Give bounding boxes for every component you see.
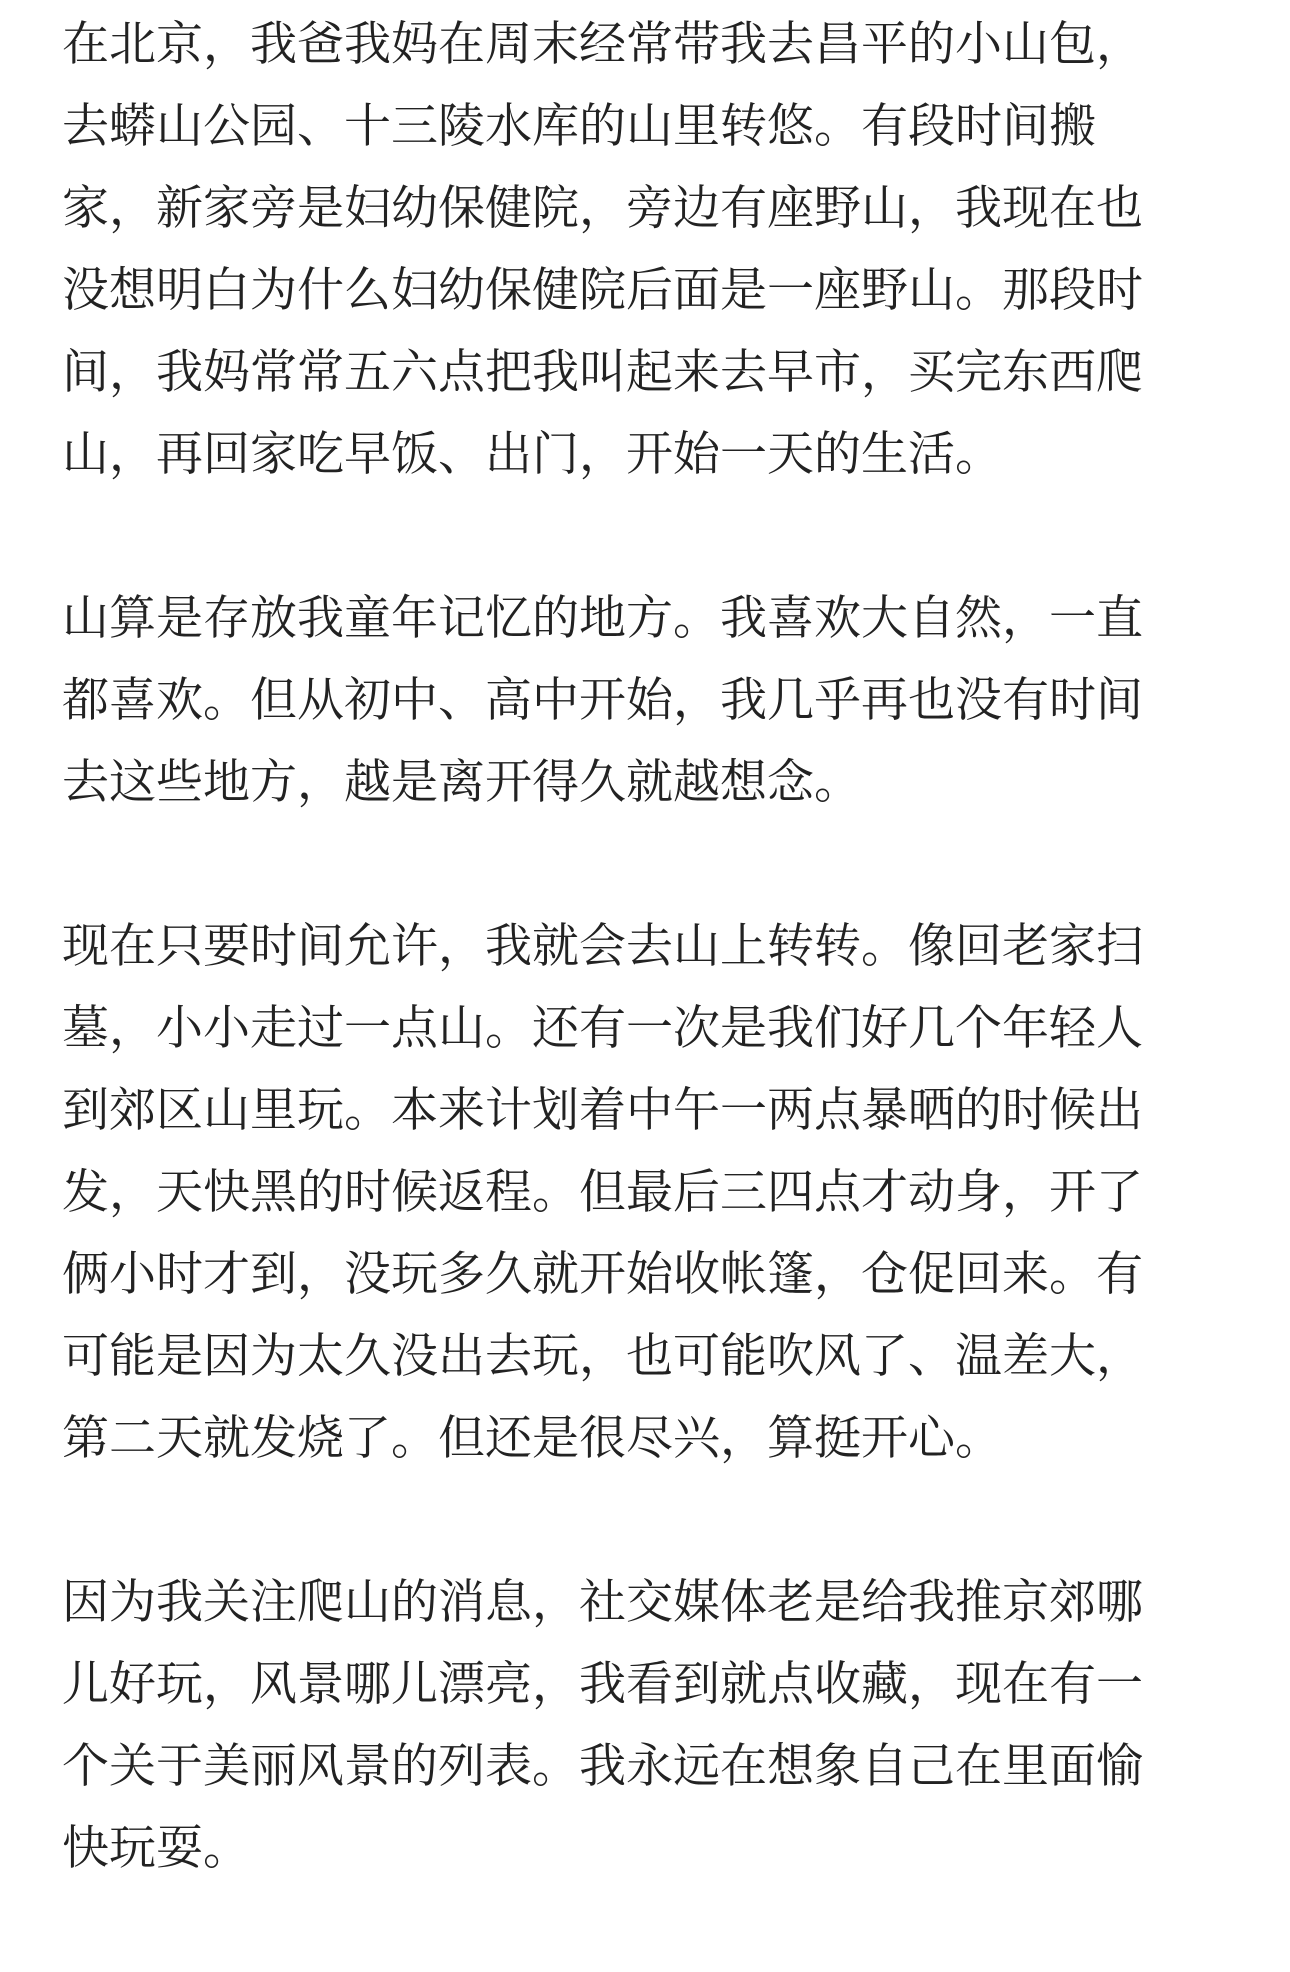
- text-line: 个关于美丽风景的列表。我永远在想象自己在里面愉: [62, 1739, 1143, 1794]
- paragraph-4: [62, 1562, 1242, 1890]
- text-line: 间，我妈常常五六点把我叫起来去早市，买完东西爬: [62, 345, 1143, 400]
- text-line: 都喜欢。但从初中、高中开始，我几乎再也没有时间: [62, 673, 1143, 728]
- text-line: 第二天就发烧了。但还是很尽兴，算挺开心。: [62, 1411, 1002, 1466]
- paragraph-2: [62, 578, 1242, 824]
- article-body: [62, 4, 1242, 1972]
- paragraph-1: [62, 4, 1242, 496]
- text-line: 墓，小小走过一点山。还有一次是我们好几个年轻人: [62, 1001, 1143, 1056]
- text-line: 儿好玩，风景哪儿漂亮，我看到就点收藏，现在有一: [62, 1657, 1143, 1712]
- text-line: 可能是因为太久没出去玩，也可能吹风了、温差大，: [62, 1329, 1143, 1384]
- text-line: 发，天快黑的时候返程。但最后三四点才动身，开了: [62, 1165, 1143, 1220]
- text-line: 家，新家旁是妇幼保健院，旁边有座野山，我现在也: [62, 181, 1143, 236]
- text-line: 山算是存放我童年记忆的地方。我喜欢大自然，一直: [62, 591, 1143, 646]
- text-line: 快玩耍。: [62, 1821, 250, 1876]
- text-line: 去蟒山公园、十三陵水库的山里转悠。有段时间搬: [62, 99, 1096, 154]
- paragraph-3: [62, 906, 1242, 1480]
- text-line: 现在只要时间允许，我就会去山上转转。像回老家扫: [62, 919, 1143, 974]
- text-line: 俩小时才到，没玩多久就开始收帐篷，仓促回来。有: [62, 1247, 1143, 1302]
- text-line: 因为我关注爬山的消息，社交媒体老是给我推京郊哪: [62, 1575, 1143, 1630]
- text-line: 没想明白为什么妇幼保健院后面是一座野山。那段时: [62, 263, 1143, 318]
- text-line: 山，再回家吃早饭、出门，开始一天的生活。: [62, 427, 1002, 482]
- text-line: 在北京，我爸我妈在周末经常带我去昌平的小山包，: [62, 17, 1143, 72]
- text-line: 去这些地方，越是离开得久就越想念。: [62, 755, 861, 810]
- text-line: 到郊区山里玩。本来计划着中午一两点暴晒的时候出: [62, 1083, 1143, 1138]
